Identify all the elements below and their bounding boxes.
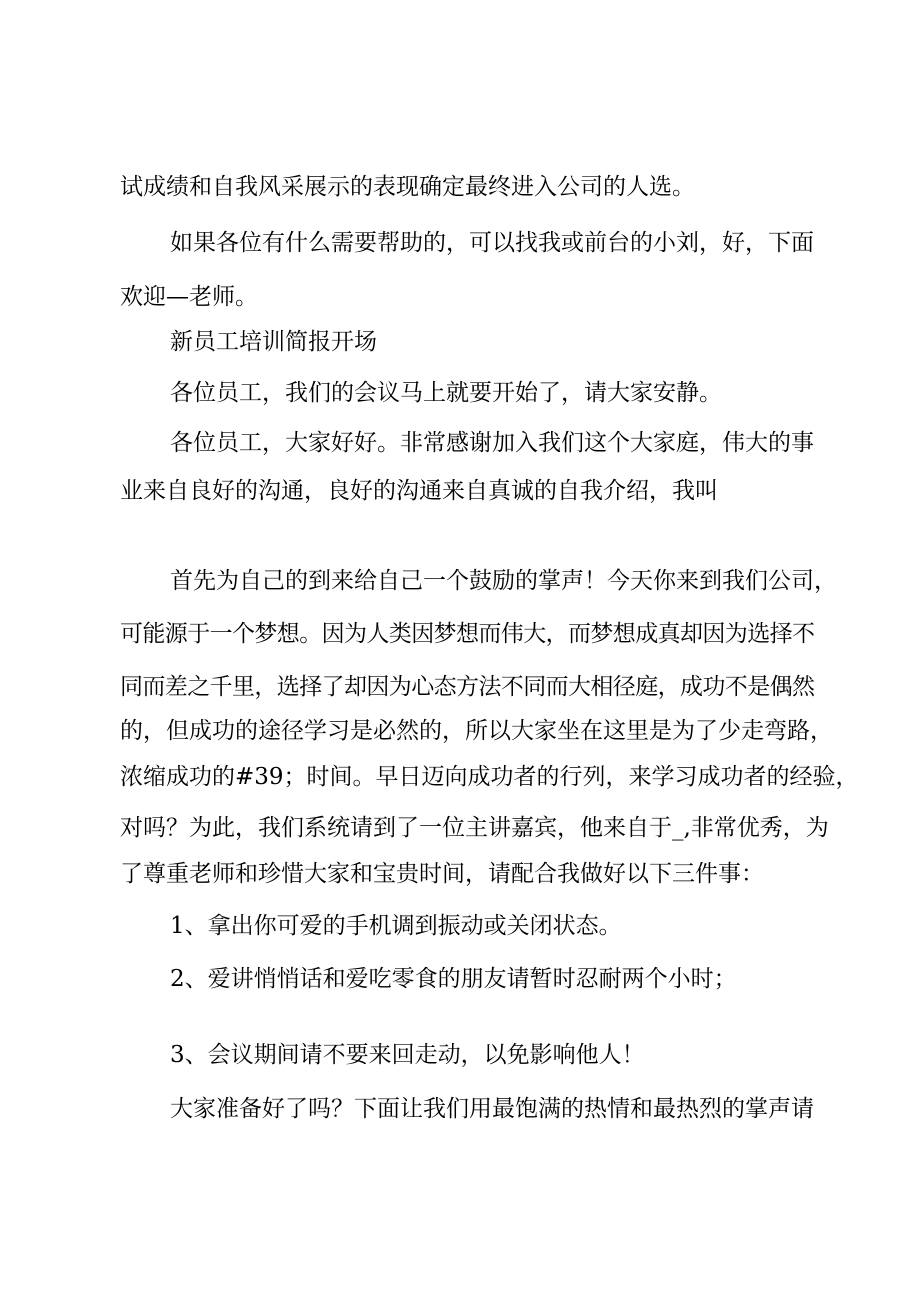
text-line: 试成绩和自我风采展示的表现确定最终进入公司的人选。 (120, 174, 695, 200)
text-line: 各位员工，我们的会议马上就要开始了，请大家安静。 (170, 380, 722, 406)
text-line: 可能源于一个梦想。因为人类因梦想而伟大，而梦想成真却因为选择不 (120, 621, 815, 647)
text-line: 浓缩成功的#39；时间。早日迈向成功者的行列，来学习成功者的经验， (120, 764, 859, 790)
text-line: 了尊重老师和珍惜大家和宝贵时间，请配合我做好以下三件事： (120, 861, 764, 887)
text-line: 大家准备好了吗？下面让我们用最饱满的热情和最热烈的掌声请 (170, 1096, 814, 1122)
list-item: 2、爱讲悄悄话和爱吃零食的朋友请暂时忍耐两个小时； (170, 966, 737, 992)
list-item: 1、拿出你可爱的手机调到振动或关闭状态。 (170, 913, 622, 939)
text-line: 如果各位有什么需要帮助的，可以找我或前台的小刘，好，下面 (170, 230, 814, 256)
text-line: 首先为自己的到来给自己一个鼓励的掌声！今天你来到我们公司， (170, 568, 837, 594)
text-line: 同而差之千里，选择了却因为心态方法不同而大相径庭，成功不是偶然 (120, 674, 815, 700)
text-line: 各位员工，大家好好。非常感谢加入我们这个大家庭，伟大的事 (170, 430, 814, 456)
list-item: 3、会议期间请不要来回走动，以免影响他人！ (170, 1042, 645, 1068)
text-line: 业来自良好的沟通，良好的沟通来自真诚的自我介绍，我叫 (120, 478, 718, 504)
text-line: 欢迎—老师。 (120, 284, 258, 310)
text-line: 的，但成功的途径学习是必然的，所以大家坐在这里是为了少走弯路， (120, 718, 833, 744)
section-heading: 新员工培训简报开场 (170, 329, 377, 355)
text-line: 对吗？为此，我们系统请到了一位主讲嘉宾，他来自于_,非常优秀，为 (120, 815, 829, 841)
